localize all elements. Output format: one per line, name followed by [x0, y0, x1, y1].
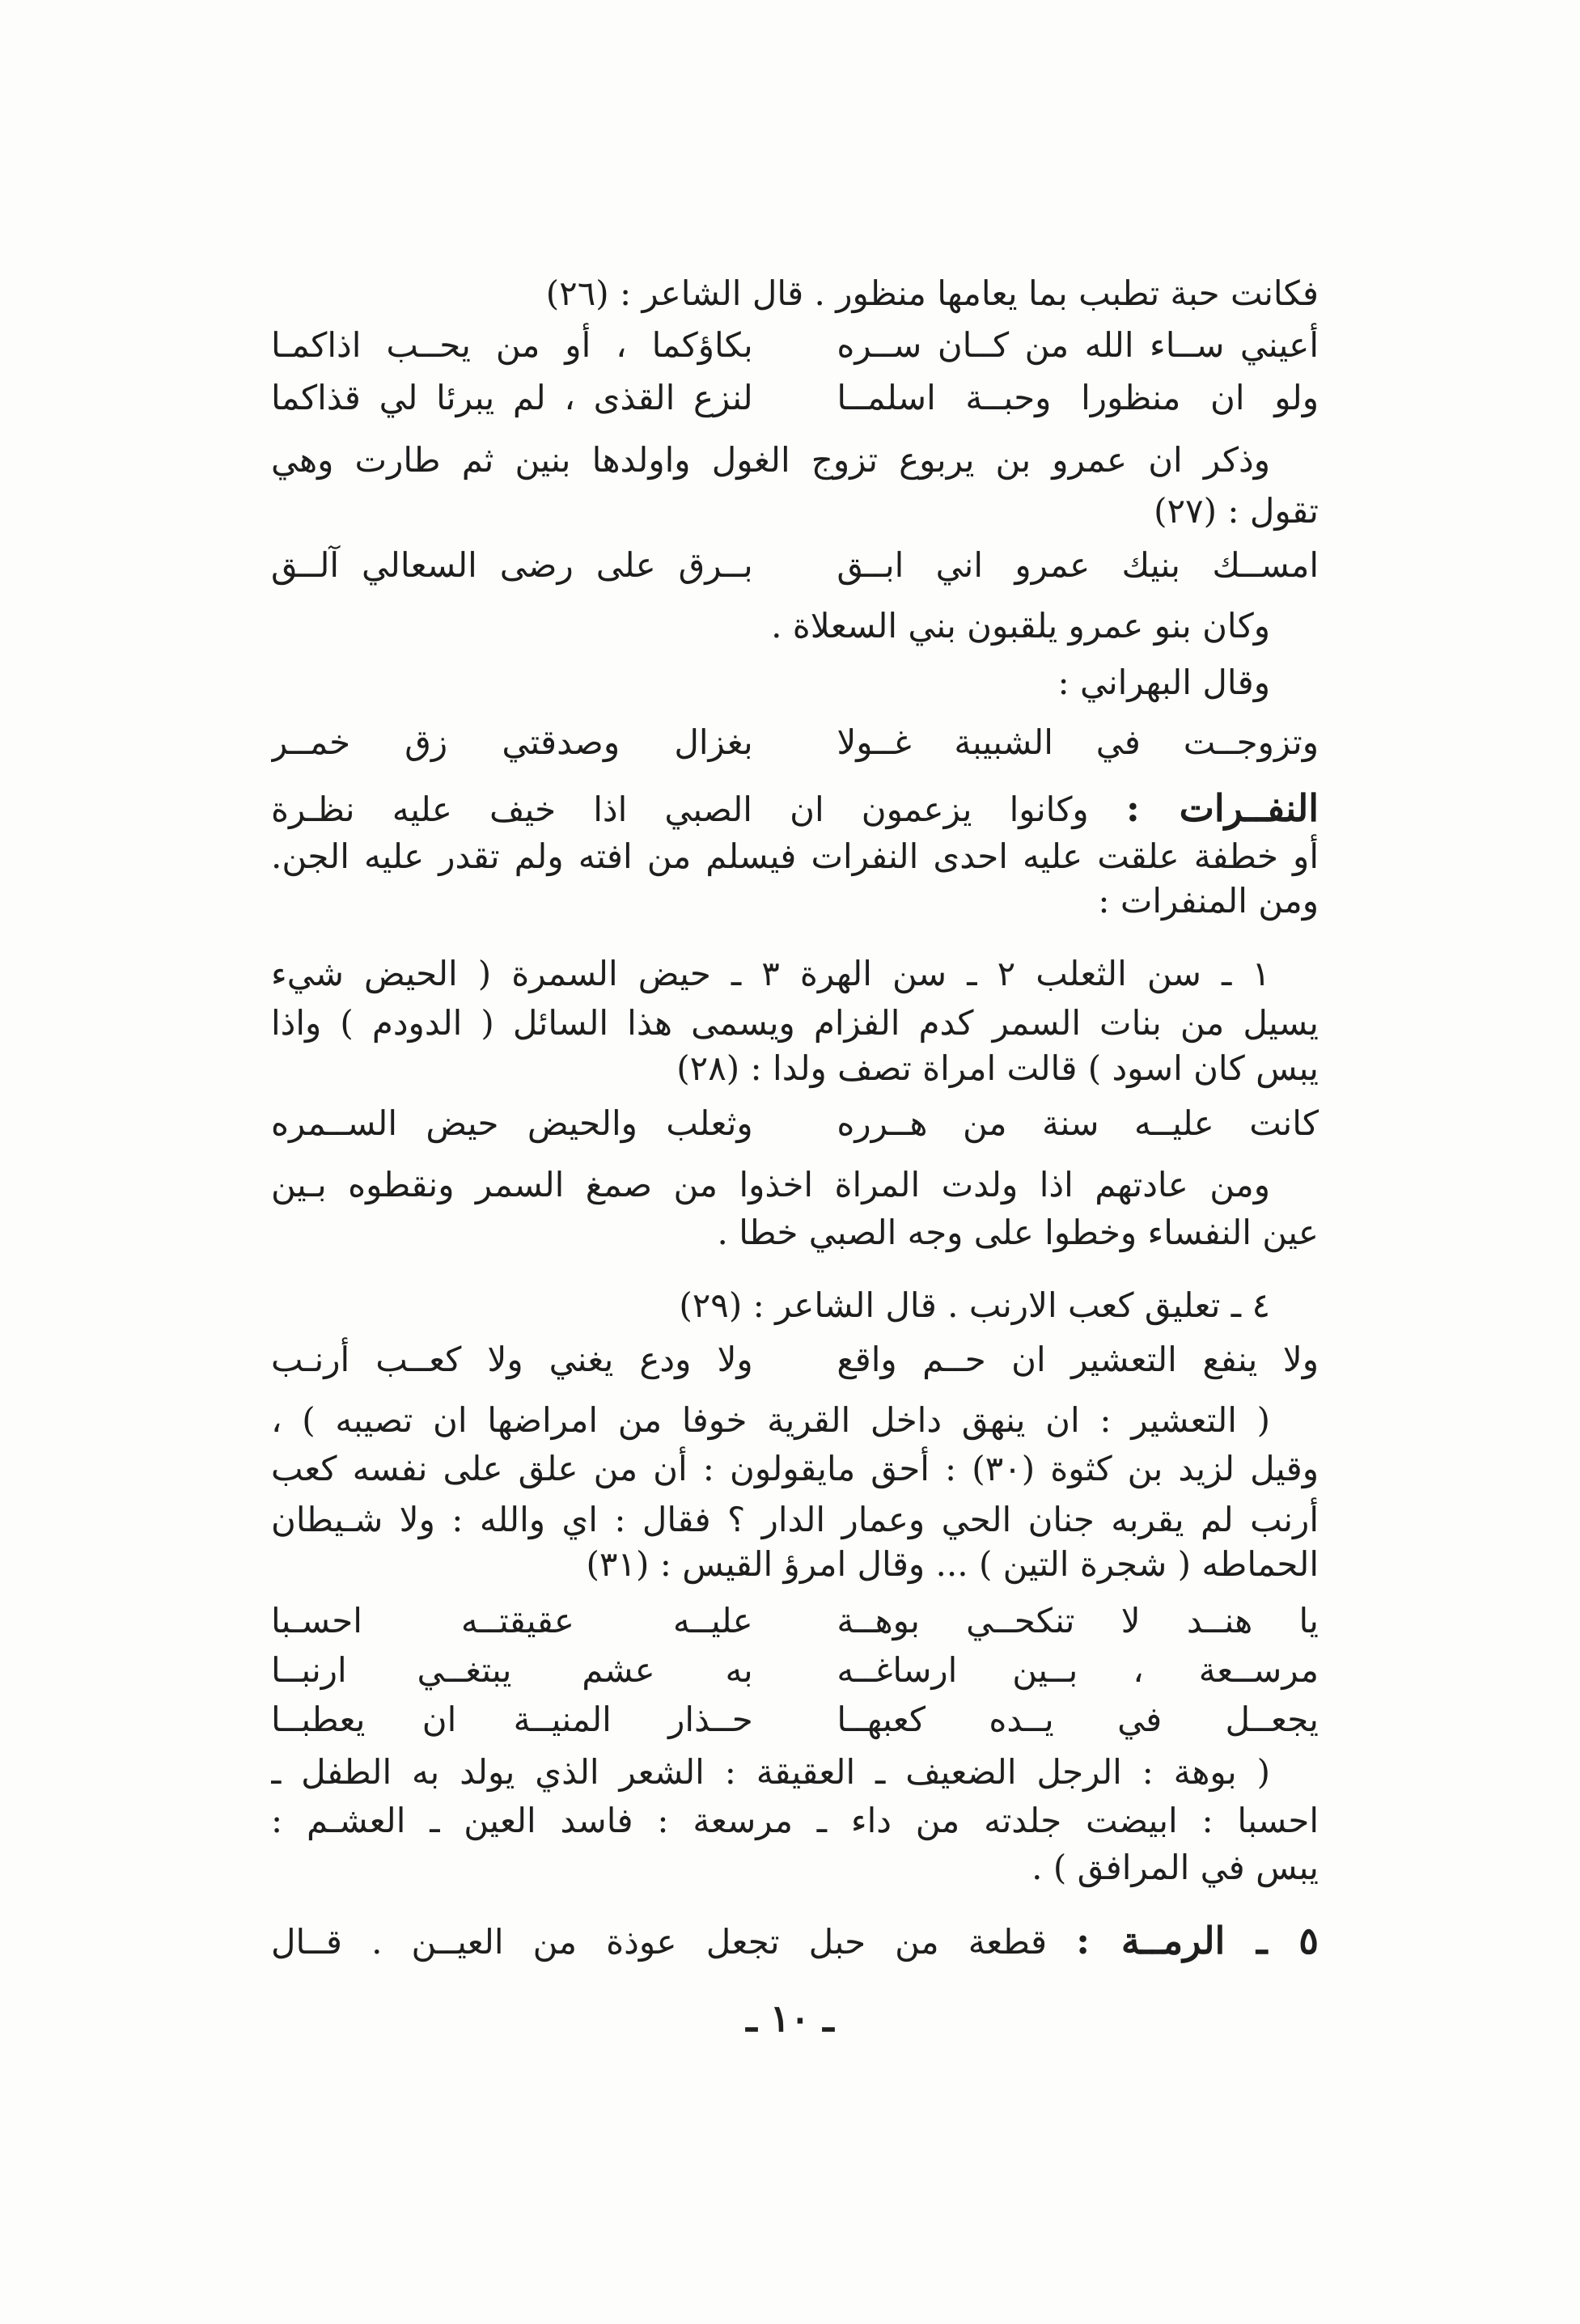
- verse-line: [271, 375, 1319, 421]
- prose-line: ١ ـ سن الثعلب ٢ ـ سن الهرة ٣ ـ حيض السمرة ( الحيض شيء: [271, 954, 1270, 993]
- verse-first-hemistich: وتزوجــت في الشبيبة غــولا: [837, 722, 1319, 762]
- prose-line: ( التعشير : ان ينهق داخل القرية خوفا من امراضها ان تصيبه ) ،: [271, 1400, 1270, 1440]
- verse-second-hemistich: حــذار المنيــة ان يعطبــا: [271, 1700, 753, 1739]
- verse-first-hemistich: أعيني ســاء الله من كــان ســره: [837, 325, 1319, 365]
- verse-first-hemistich: ولا ينفع التعشير ان حــم واقع: [837, 1340, 1319, 1379]
- prose-line: وذكر ان عمرو بن يربوع تزوج الغول واولدها بنين ثم طارت وهي: [271, 440, 1270, 480]
- arabic-text-body: [271, 0, 1319, 2324]
- verse-line: [271, 1598, 1319, 1645]
- prose-line: فكانت حبة تطبب بما يعامها منظور . قال الشاعر : (٢٦): [545, 273, 1319, 313]
- verse-line: [271, 542, 1319, 589]
- prose-line: ( بوهة : الرجل الضعيف ـ العقيقة : الشعر الذي يولد به الطفل ـ: [271, 1752, 1270, 1792]
- verse-line: [271, 1696, 1319, 1743]
- verse-line: [271, 322, 1319, 369]
- prose-line: وقال البهراني :: [1057, 662, 1270, 702]
- prose-line: احسبا : ابيضت جلدته من داء ـ مرسعة : فاسد العين ـ العشـم :: [271, 1801, 1319, 1840]
- verse-first-hemistich: كانت عليــه سنة من هــرره: [837, 1103, 1319, 1143]
- prose-line: تقول : (٢٧): [1154, 491, 1319, 531]
- prose-line: ومن عادتهم اذا ولدت المراة اخذوا من صمغ السمر ونقطوه بـين: [271, 1165, 1270, 1204]
- verse-line: [271, 1100, 1319, 1147]
- verse-line: [271, 1647, 1319, 1694]
- prose-line: يبس في المرافق ) .: [1031, 1848, 1319, 1887]
- verse-second-hemistich: بكاؤكما ، أو من يحــب اذاكمـا: [271, 325, 753, 365]
- section-line-text: قطعة من حبل تجعل عوذة من العيــن . قــال: [271, 1922, 1048, 1962]
- prose-line: يسيل من بنات السمر كدم الفزام ويسمى هذا السائل ( الدودم ) واذا: [271, 1003, 1319, 1043]
- verse-first-hemistich: ولو ان منظورا وحبــة اسلمــا: [837, 378, 1319, 417]
- prose-line: ومن المنفرات :: [1098, 881, 1319, 921]
- prose-line: يبس كان اسود ) قالت امراة تصف ولدا : (٢٨): [676, 1048, 1319, 1088]
- verse-second-hemistich: وثعلب والحيض حيض الســمره: [271, 1103, 753, 1143]
- section-term: ٥ ـ الرمــة :: [1076, 1919, 1319, 1962]
- section-line-ruma: [271, 1917, 1319, 1964]
- verse-first-hemistich: مرســعة ، بــين ارساغــه: [837, 1650, 1319, 1690]
- page-number: ـ ١٠ ـ: [746, 1996, 834, 2040]
- section-term: النفــرات :: [1125, 786, 1319, 830]
- prose-line: عين النفساء وخطوا على وجه الصبي خطا .: [717, 1213, 1319, 1252]
- prose-line: الحماطه ( شجرة التين ) ... وقال امرؤ القيس : (٣١): [586, 1544, 1319, 1584]
- section-line-text: وكانوا يزعمون ان الصبي اذا خيف عليه نظـرة: [271, 789, 1089, 829]
- verse-second-hemistich: بــرق على رضى السعالي آلــق: [271, 545, 753, 585]
- verse-second-hemistich: به عشم يبتغــي ارنبــا: [271, 1650, 753, 1690]
- prose-line: وقيل لزيد بن كثوة (٣٠) : أحق مايقولون : أن من علق على نفسه كعب: [271, 1449, 1319, 1488]
- prose-line: وكان بنو عمرو يلقبون بني السعلاة .: [771, 606, 1270, 646]
- verse-line: [271, 1336, 1319, 1383]
- prose-line: ٤ ـ تعليق كعب الارنب . قال الشاعر : (٢٩): [679, 1285, 1270, 1325]
- verse-second-hemistich: عليــه عقيقتــه احسـبا: [271, 1601, 753, 1640]
- verse-second-hemistich: لنزع القذى ، لم يبرئا لي قذاكما: [271, 378, 753, 417]
- verse-first-hemistich: امســك بنيك عمرو اني ابــق: [837, 545, 1319, 585]
- prose-line: أو خطفة علقت عليه احدى النفرات فيسلم من افته ولم تقدر عليه الجن.: [271, 836, 1319, 876]
- section-line-nafarat: [271, 785, 1319, 832]
- verse-first-hemistich: يجعــل في يــده كعبهــا: [837, 1700, 1319, 1739]
- verse-first-hemistich: يا هنــد لا تنكحــي بوهــة: [837, 1601, 1319, 1640]
- prose-line: أرنب لم يقربه جنان الحي وعمار الدار ؟ فقال : اي والله : ولا شـيطان: [271, 1500, 1319, 1539]
- verse-second-hemistich: بغزال وصدقتي زق خمــر: [271, 722, 753, 762]
- verse-second-hemistich: ولا ودع يغني ولا كعــب أرنـب: [271, 1340, 753, 1379]
- verse-line: [271, 719, 1319, 766]
